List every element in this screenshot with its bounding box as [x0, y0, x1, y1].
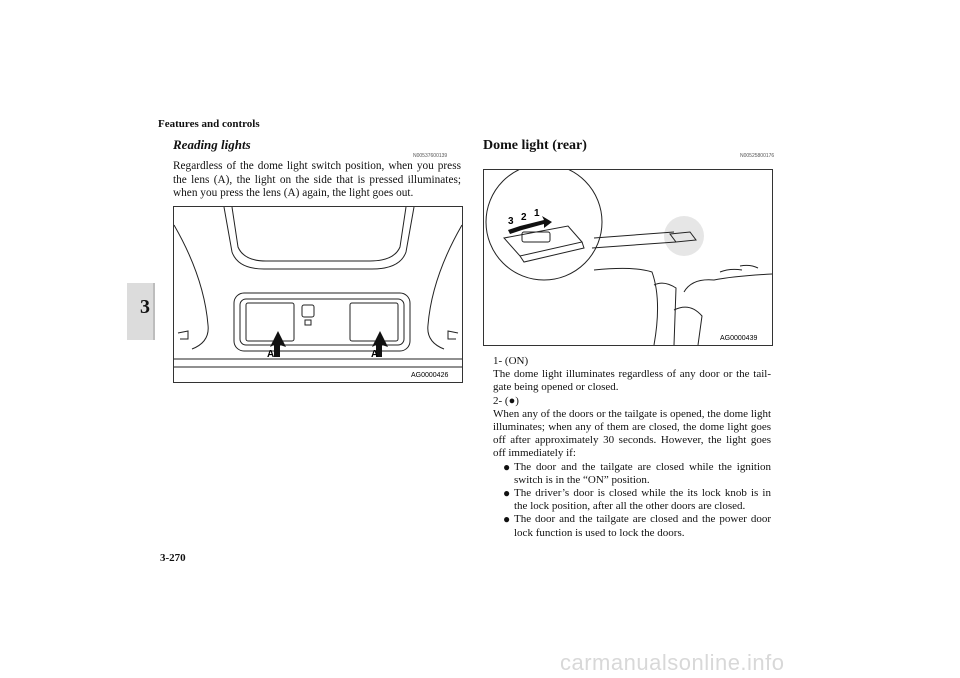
lens-label-left: A — [267, 349, 275, 360]
switch-pos-3: 3 — [508, 216, 514, 227]
reading-figure-code: AG0000426 — [411, 372, 449, 379]
dome-light-heading: Dome light (rear) — [483, 138, 587, 153]
bullet-icon: ● — [503, 459, 511, 474]
bullet-icon: ● — [503, 512, 511, 527]
dome-light-text — [493, 355, 771, 540]
chapter-number: 3 — [140, 296, 150, 318]
position-1-title: 1- (ON) — [493, 355, 529, 367]
watermark: carmanualsonline.info — [560, 650, 785, 675]
switch-pos-2: 2 — [521, 212, 527, 223]
dome-light-illustration — [484, 170, 772, 345]
page-number: 3-270 — [160, 552, 186, 564]
dome-light-figure — [483, 169, 773, 346]
door-symbol-icon: ● — [508, 394, 516, 407]
position-2-prefix: 2- ( — [493, 394, 509, 407]
reading-lights-illustration — [174, 207, 462, 382]
bullet-text: The driver’s door is closed while the its lock knob is in the lock position, after all the other doors are closed. — [514, 487, 771, 513]
bullet-icon: ● — [503, 486, 511, 501]
bullet-item — [493, 513, 771, 539]
bullet-text: The door and the tailgate are closed and the power door lock function is used to lock the doors. — [514, 513, 771, 539]
bullet-item — [493, 487, 771, 513]
reading-lights-text: Regardless of the dome light switch position, when you press the lens (A), the light on the side that is pressed illuminates; when you press the lens (A) again, the light goes out. — [173, 160, 461, 199]
position-2-title — [493, 395, 771, 408]
position-1-body: The dome light illuminates regardless of any door or the tail-gate being opened or closed. — [493, 368, 771, 394]
position-2-body: When any of the doors or the tailgate is opened, the dome light illuminates; when any of them are closed, the dome light goes off after approximately 30 seconds. However, the light goes off immediately if: — [493, 407, 771, 460]
lens-label-right: A — [371, 349, 379, 360]
bullet-text: The door and the tailgate are closed while the ignition switch is in the “ON” position. — [514, 460, 771, 486]
bullet-item — [493, 461, 771, 487]
position-2-suffix: ) — [515, 394, 519, 407]
switch-pos-1: 1 — [534, 208, 540, 219]
dome-light-code: N00525800176 — [740, 153, 775, 159]
reading-lights-figure — [173, 206, 463, 383]
dome-figure-code: AG0000439 — [720, 335, 758, 342]
reading-lights-code: N00537600139 — [413, 153, 448, 159]
running-header: Features and controls — [158, 118, 260, 130]
reading-lights-heading: Reading lights — [173, 137, 251, 152]
